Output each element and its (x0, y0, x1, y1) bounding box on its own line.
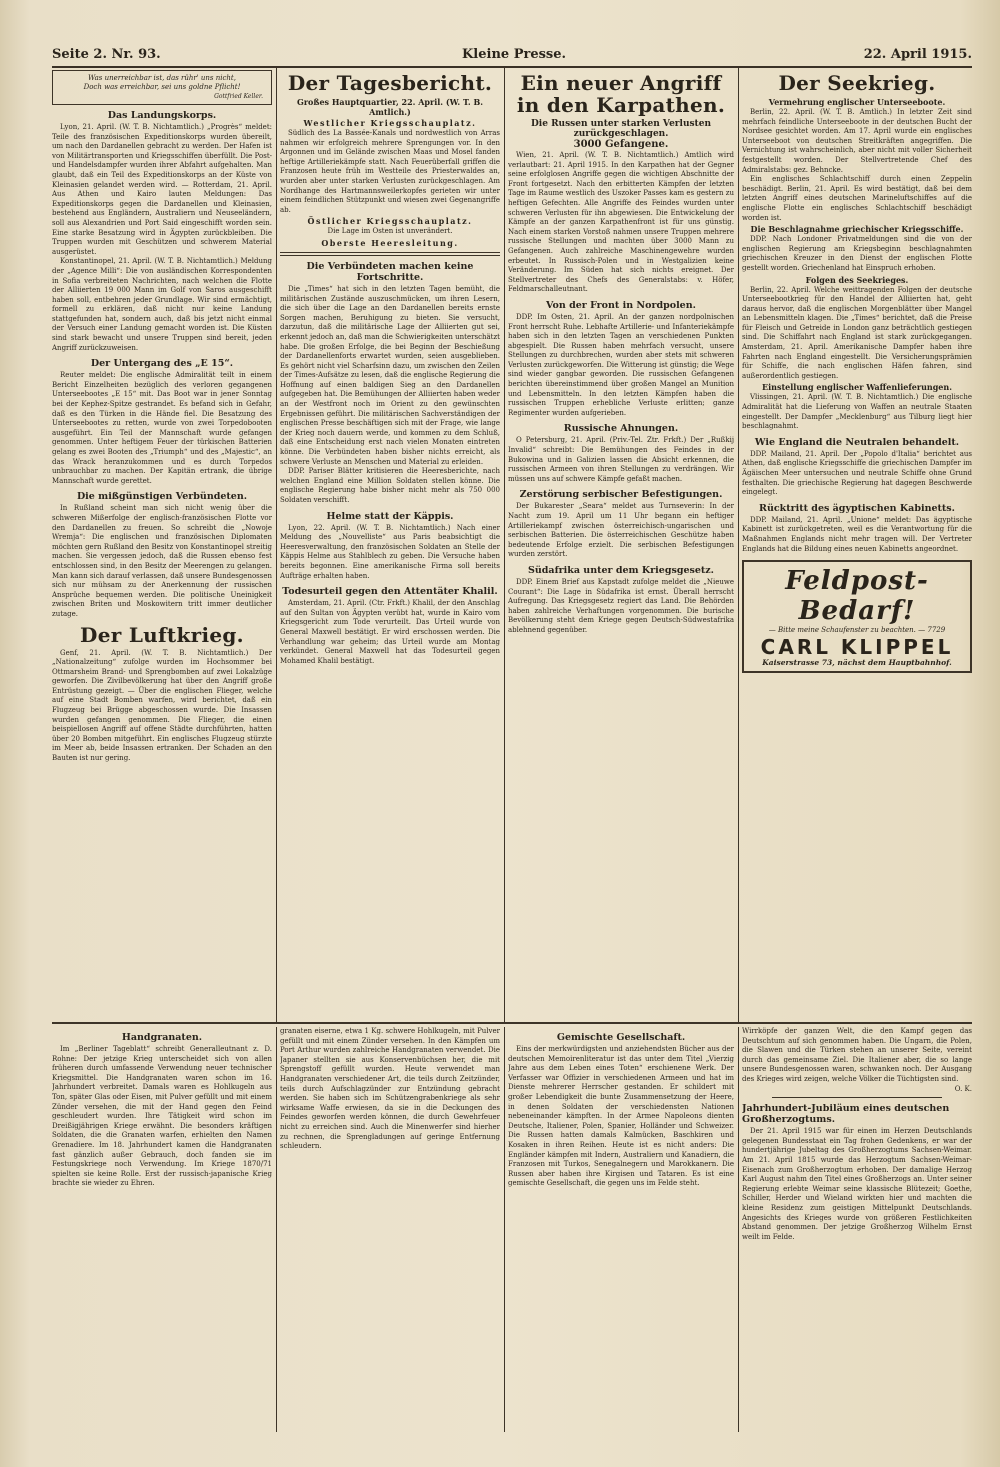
column-4 (742, 68, 972, 1022)
divider (772, 1097, 942, 1098)
subhead-einstellung: Einstellung englischer Waffenlieferungen. (762, 382, 952, 393)
article-signature: O. K. (954, 1084, 972, 1093)
column-rule (738, 1027, 739, 1432)
headline-handgranaten: Handgranaten. (121, 1032, 203, 1043)
article-missguenstige: In Rußland scheint man sich nicht wenig über die schweren Mißerfolge der englisch-französischen Flotte vor den Dardanellen zu freuen. So schreibt die „Nowoje Wremja“: Die englischen und französischen Diplomaten möchten gern Rußland den Besitz von Konstantinopel streitig machen. Sie vergessen jedoch, daß die Russen ebenso fest entschlossen sind, in den Besitz der Meerengen zu gelangen. Man kann sich darauf verlassen, daß unsere Bundesgenossen sich nur mühsam zu der Anerkennung der russischen Ansprüche bequemen werden. Die politische Uneinigkeit zwischen Briten und Moskowitern tritt immer deutlicher zutage. (52, 504, 272, 618)
column-rule (504, 1027, 505, 1432)
subhead-folgen: Folgen des Seekrieges. (805, 274, 909, 285)
headline-karpathen: Ein neuer Angriff in den Karpathen. (516, 71, 726, 117)
article-ddp-paris: DDP. Pariser Blätter kritisieren die Heeresberichte, nach welchen England eine Million Soldaten stellen könne. Die englische Regierung habe bisher nicht mehr als 750 000 Soldaten verschifft. (280, 467, 500, 504)
headline-kabinett: Rücktritt des ägyptischen Kabinetts. (759, 502, 955, 514)
column-1 (52, 68, 272, 1022)
subhead-hauptquartier: Großes Hauptquartier, 22. April. (W. T. B. Amtlich.) (296, 97, 484, 117)
subhead-griechische: Die Beschlagnahme griechischer Kriegsschiffe. (750, 224, 964, 235)
subhead-russen: Die Russen unter starken Verlusten zurückgeschlagen. (530, 119, 711, 139)
bottom-column-4 (742, 1027, 972, 1432)
issue-date: 22. April 1915. (863, 47, 972, 62)
motto-line-1: Was unerreichbar ist, das rühr' uns nicht, (88, 74, 236, 82)
ad-address: Kaiserstrasse 73, nächst dem Hauptbahnhof. (762, 657, 952, 667)
article-seekrieg: Berlin, 22. April. (W. T. B. Amtlich.) In letzter Zeit sind mehrfach feindliche Unterseeboote in der deutschen Bucht der Nordsee gesichtet worden. Am 17. April wurde ein englisches Unterseeboot von deutschen Streitkräften angegriffen. Die Vernichtung ist wahrscheinlich, aber nicht mit voller Sicherheit festgestellt worden. Der Stellvertretende Chef des Admiralstabs: gez. Behncke. (742, 108, 972, 174)
subhead-ohl: Oberste Heeresleitung. (321, 237, 459, 248)
article-luftkrieg: Genf, 21. April. (W. T. B. Nichtamtlich.) Der „Nationalzeitung“ zufolge wurden im Hochsommer bei Ottmarsheim Brand- und Sprengbomben auf zwei Lokalzüge geworfen. Die Zivilbevölkerung hat über den Angriff große Entrüstung gezeigt. — Über die englischen Flieger, welche auf eine Stadt Bomben warfen, wird berichtet, daß ein Flugzeug bei Brügge abgeschossen wurde. Die Insassen wurden gefangen genommen. Die Flieger, die einen beispiellosen Angriff auf offene Städte durchführten, hatten über 20 Bomben mitgeführt. Ein englisches Flugzeug stürzte im Meer ab, beide Insassen ertranken. Der Schaden an den Bauten ist nur gering. (52, 648, 272, 763)
headline-ahnungen: Russische Ahnungen. (563, 423, 679, 435)
article-kabinett: DDP. Mailand, 21. April. „Unione“ meldet: Das ägyptische Kabinett ist zurückgetreten, weil es die Verantwortung für die Maßnahmen Englands nicht mehr tragen will. Der Vertreter Englands hat die Bildung eines neuen Kabinetts angeordnet. (742, 515, 972, 553)
motto-line-2: Doch was erreichbar, sei uns goldne Pflicht! (83, 83, 241, 91)
article-ahnungen: O Petersburg, 21. April. (Priv.-Tel. Ztr. Frkft.) Der „Rußkij Invalid“ schreibt: Die Bemühungen des Feindes in der Bukowina und in Galizien lassen die Absicht erkennen, die russischen Armeen von ihren Stellungen zu verdrängen. Wir müssen uns auf schwere Kämpfe gefaßt machen. (508, 436, 734, 483)
headline-jubilaeum: Jahrhundert-Jubiläum eines deutschen Großherzogtums. (742, 1103, 950, 1126)
headline-zerstoerung: Zerstörung serbischer Befestigungen. (519, 489, 723, 501)
ad-number: 7729 (927, 626, 946, 635)
article-landungskorps: Lyon, 21. April. (W. T. B. Nichtamtlich.) „Progrès“ meldet: Teile des französischen Expeditionskorps wurden übereilt, um nach den Dardanellen gebracht zu werden. Der Hafen ist von Militärtransporten und Kriegsschiffen überfüllt. Die Post- und Handelsdampfer wurden ihrer Abfahrt aufgehalten. Man glaubt, daß ein Teil des Expeditionskorps an der Küste von Kleinasien gelandet werden wird. — Rotterdam, 21. April. Aus Athen und Kairo lauten Meldungen: Das Expeditionskorps gegen die Dardanellen und Kleinasien, bestehend aus Engländern, Australiern und Neuseeländern, soll aus Alexandrien und Port Said eingeschifft worden sein. Eine starke Besatzung wird in Ägypten zurückbleiben. Die Truppen wurden mit Geschützen und schwerem Material ausgerüstet. (52, 123, 272, 256)
column-rule (276, 68, 277, 1022)
double-rule (280, 252, 500, 256)
headline-landungskorps: Das Landungskorps. (107, 110, 217, 121)
article-gemischte: Eins der merkwürdigsten und anziehendsten Bücher aus der deutschen Memoirenliteratur ist das unter dem Titel „Vierzig Jahre aus dem Leben eines Toten“ erschienene Werk. Der Verfasser war Offizier in verschiedenen Armeen und hat im Dienste mehrerer Herrscher gestanden. Er schildert mit großer Lebendigkeit die bunte Zusammensetzung der Heere, in denen Soldaten der verschiedensten Nationen nebeneinander kämpften. In der Armee Napoleons dienten Deutsche, Italiener, Polen, Spanier, Holländer und Schweizer. Die Russen hatten damals Kalmücken, Baschkiren und Kosaken in ihren Reihen. Heute ist es nicht anders: Die Engländer kämpfen mit Indern, Australiern und Kanadiern, die Franzosen mit Turkos, Senegalnegern und Marokkanern. Die Russen aber haben ihre Kirgisen und Tataren. Es ist eine gemischte Gesellschaft, die gegen uns im Felde steht. (508, 1045, 734, 1188)
headline-tagesbericht: Der Tagesbericht. (287, 71, 493, 95)
bottom-column-3 (508, 1027, 734, 1432)
headline-nordpolen: Von der Front in Nordpolen. (546, 299, 696, 311)
article-verbuendete: Die „Times“ hat sich in den letzten Tagen bemüht, die militärischen Zustände auszuschmücken, um ihren Lesern, die sich über die Lage an den Dardanellen bereits ernste Sorgen machen, Beruhigung zu bieten. Sie versucht, darzutun, daß die militärische Lage der Alliierten gut sei, erkennt jedoch an, daß man die Schwierigkeiten unterschätzt habe. Die großen Erfolge, die bei Beginn der Beschießung der Dardanellenforts erwartet wurden, seien ausgeblieben. Es gehört nicht viel Scharfsinn dazu, um zwischen den Zeilen der Times-Aufsätze zu lesen, daß die englische Regierung die Hoffnung auf einen baldigen Sieg an den Dardanellen aufgegeben hat. Die Bemühungen der Alliierten haben weder an der Westfront noch im Orient zu den gewünschten Ergebnissen geführt. Die militärischen Sachverständigen der englischen Presse beschäftigen sich mit der Frage, wie lange der Krieg noch dauern werde, und kommen zu dem Schluß, daß eine Entscheidung erst nach vielen Monaten eintreten könne. Die Verbündeten haben bisher nichts erreicht, als schwere Verluste an Menschen und Material zu erleiden. (280, 284, 500, 466)
article-folgen: Berlin, 22. April. Welche weittragenden Folgen der deutsche Unterseebootkrieg für den Handel der Alliierten hat, geht daraus hervor, daß die englischen Morgenblätter über Mangel an Lebensmitteln klagen. Die „Times“ berichtet, daß die Preise für Fleisch und Getreide in London ganz beträchtlich gestiegen sind. Die Schiffahrt nach England ist stark zurückgegangen. Amsterdam, 21. April. Amerikanische Dampfer haben ihre Fahrten nach England eingestellt. Die Versicherungsprämien für Schiffe, die nach englischen Häfen fahren, sind außerordentlich gestiegen. (742, 285, 972, 380)
bottom-column-2 (280, 1027, 500, 1432)
column-3 (508, 68, 734, 1022)
headline-todesurteil: Todesurteil gegen den Attentäter Khalil. (282, 586, 498, 598)
subhead-ubooten: Vermehrung englischer Unterseeboote. (768, 97, 946, 107)
headline-helme: Helme statt der Käppis. (326, 510, 454, 522)
column-2 (280, 68, 500, 1022)
article-griechische: DDP. Nach Londoner Privatmeldungen sind die von der englischen Regierung am Kriegsbeginn beschlagnahmten griechischen Kreuzer in den Dienst der englischen Flotte gestellt worden. Griechenland hat Einspruch erhoben. (742, 235, 972, 272)
headline-neutrale: Wie England die Neutralen behandelt. (754, 436, 960, 448)
article-neutrale: DDP. Mailand, 21. April. Der „Popolo d'Italia“ berichtet aus Athen, daß englische Kriegsschiffe die griechischen Dampfer im Ägäischen Meer untersuchen und neutrale Schiffe ohne Grund festhalten. Die griechische Regierung hat dagegen Beschwerde eingelegt. (742, 449, 972, 497)
motto-author: Gottfried Keller. (214, 93, 263, 100)
headline-verbuendete: Die Verbündeten machen keine Fortschritte. (306, 260, 474, 283)
article-konstantinopel: Konstantinopel, 21. April. (W. T. B. Nichtamtlich.) Meldung der „Agence Milli“: Die von ausländischen Korrespondenten in Sofia verbreiteten Nachrichten, nach welchen die Flotte der Alliierten 19 000 Mann im Golf von Saros ausgeschifft haben soll, entbehren jeder Grundlage. Wir sind ermächtigt, formell zu erklären, daß nicht nur keine Landung stattgefunden hat, sondern auch, daß bis jetzt nicht einmal der Versuch einer Landung gemacht worden ist. Die Küsten sind stark bewacht und unsere Truppen sind bereit, jeden Angriff zurückzuweisen. (52, 257, 272, 352)
column-rule (504, 68, 505, 1022)
article-jubilaeum: Der 21. April 1915 war für einen im Herzen Deutschlands gelegenen Bundesstaat ein Tag frohen Gedenkens, er war der hundertjährige Jubeltag des Großherzogtums Sachsen-Weimar. Am 21. April 1815 wurde das Herzogtum Sachsen-Weimar-Eisenach zum Großherzogtum erhoben. Der damalige Herzog Karl August nahm den Titel eines Großherzogs an. Unter seiner Regierung erlebte Weimar seine klassische Blütezeit; Goethe, Schiller, Herder und Wieland wirkten hier und machten die kleine Residenz zum geistigen Mittelpunkt Deutschlands. Angesichts des Krieges wurde von größeren Festlichkeiten Abstand genommen. Der jetzige Großherzog Wilhelm Ernst weilt im Felde. (742, 1127, 972, 1241)
ad-subtitle: — Bitte meine Schaufenster zu beachten. — 7729 (768, 626, 946, 635)
subhead-gefangene: 3000 Gefangene. (573, 139, 669, 150)
article-untergang: Reuter meldet: Die englische Admiralität teilt in einem Bericht Einzelheiten bezüglich des verloren gegangenen Unterseebootes „E 15“ mit. Das Boot war in jener Sonntag bei der Kephez-Spitze gestrandet. Es befand sich in Gefahr, daß es den Türken in die Hände fiel. Die Besatzung des Unterseebootes zu retten, wurde von zwei Torpedobooten ausgeführt. Ein Teil der Mannschaft wurde gefangen genommen. Unter heftigem Feuer der türkischen Batterien gelang es zwei Booten des „Triumph“ und des „Majestic“, an das Wrack heranzukommen und es durch Torpedos unbrauchbar zu machen. Der Kapitän ertrank, die übrige Mannschaft wurde gerettet. (52, 371, 272, 485)
motto-box (52, 70, 272, 105)
headline-seekrieg: Der Seekrieg. (778, 71, 936, 95)
article-ost: Die Lage im Osten ist unverändert. (327, 227, 453, 236)
page-header (52, 44, 972, 68)
column-rule (738, 68, 739, 1022)
headline-missguenstige: Die mißgünstigen Verbündeten. (76, 491, 248, 503)
article-todesurteil: Amsterdam, 21. April. (Ctr. Frkft.) Khalil, der den Anschlag auf den Sultan von Ägypten verübt hat, wurde in Kairo vom Kriegsgericht zum Tode verurteilt. Das Urteil wurde von General Maxwell bestätigt. Er wird erschossen werden. Die Verhandlung war geheim; das Urteil wurde am Montag verkündet. General Maxwell hat das Todesurteil gegen Mohamed Khalil bestätigt. (280, 599, 500, 665)
page-number: Seite 2. Nr. 93. (52, 47, 161, 62)
masthead: Kleine Presse. (462, 47, 567, 62)
ad-company-name: CARL KLIPPEL (760, 634, 954, 659)
advertisement-feldpost (742, 560, 972, 673)
article-zeppelin: Ein englisches Schlachtschiff durch einen Zeppelin beschädigt. Berlin, 21. April. Es wird bestätigt, daß bei dem letzten Angriff eines deutschen Marineluftschiffes auf die englische Flotte ein englisches Schlachtschiff beschädigt worden ist. (742, 175, 972, 222)
headline-untergang: Der Untergang des „E 15“. (90, 358, 234, 370)
subhead-ost: Östlicher Kriegsschauplatz. (307, 216, 473, 227)
article-west: Südlich des La Bassée-Kanals und nordwestlich von Arras nahmen wir erfolgreich mehrere Sprengungen vor. In den Argonnen und im Gelände zwischen Maas und Mosel fanden heftige Artilleriekämpfe statt. Nach Feuerüberfall griffen die Franzosen heute früh im Westteile des Priesterwaldes an, wurden aber unter starken Verlusten zurückgeschlagen. Am Nordhange des Hartmannsweilerkopfes gerieten wir unter einem feindlichen Stützpunkt und wiesen zwei Gegenangriffe ab. (280, 129, 500, 214)
article-nordpolen: DDP. Im Osten, 21. April. An der ganzen nordpolnischen Front herrscht Ruhe. Lebhafte Artillerie- und Infanteriekämpfe haben sich in den letzten Tagen an verschiedenen Punkten abgespielt. Die Russen haben mehrfach versucht, unsere Stellungen zu durchbrechen, wurden aber stets mit schweren Verlusten zurückgeworfen. Die Witterung ist günstig; die Wege sind wieder gangbar geworden. Die russischen Gefangenen berichten übereinstimmend über großen Mangel an Munition und Lebensmitteln. In den letzten Kämpfen haben die russischen Truppen erhebliche Verluste erlitten; ganze Regimenter wurden aufgerieben. (508, 312, 734, 417)
article-einstellung: Vlissingen, 21. April. (W. T. B. Nichtamtlich.) Die englische Admiralität hat die Lieferung von Waffen an neutrale Staaten eingestellt. Der Dampfer „Mecklenburg“ aus Tilburg liegt hier beschlagnahmt. (742, 393, 972, 431)
ad-title: Feldpost-Bedarf! (785, 566, 929, 627)
headline-gemischte: Gemischte Gesellschaft. (556, 1032, 686, 1043)
article-gemischte-cont: Wirrköpfe der ganzen Welt, die den Kampf gegen das Deutschtum auf sich genommen haben. Die Ungarn, die Polen, die Slawen und die Türken stehen an unserer Seite, vereint durch das gemeinsame Ziel. Die Italiener aber, die so lange unsere Bundesgenossen waren, schwanken noch. Der Ausgang des Krieges wird zeigen, welche Völker die Tüchtigsten sind. (742, 1027, 972, 1083)
headline-luftkrieg: Der Luftkrieg. (80, 622, 244, 647)
article-helme: Lyon, 22. April. (W. T. B. Nichtamtlich.) Nach einer Meldung des „Nouvelliste“ aus Paris beabsichtigt die Heeresverwaltung, den französischen Soldaten an Stelle der Käppis Helme aus Stahlblech zu geben. Die Versuche haben bereits begonnen. Eine amerikanische Firma soll bereits Aufträge erhalten haben. (280, 523, 500, 580)
article-zerstoerung: Der Bukarester „Seara“ meldet aus Turnseverin: In der Nacht zum 19. April um 11 Uhr begann ein heftiger Artilleriekampf zwischen österreichisch-ungarischen und serbischen Batterien. Die österreichischen Geschütze haben bedeutende Erfolge erzielt. Die serbischen Befestigungen wurden zerstört. (508, 502, 734, 559)
article-handgranaten-cont: granaten eiserne, etwa 1 Kg. schwere Hohlkugeln, mit Pulver gefüllt und mit einem Zünder versehen. In den Kämpfen um Port Arthur wurden zahlreiche Handgranaten verwendet. Die Japaner stellten sie aus Konservenbüchsen her, die mit Sprengstoff gefüllt wurden. Heute verwendet man Handgranaten verschiedener Art, die teils durch Zeitzünder, teils durch Aufschlagzünder zur Entzündung gebracht werden. Sie haben sich im Schützengrabenkriege als sehr wirksame Waffe erwiesen, da sie in die Deckungen des Feindes geworfen werden können, die durch Gewehrfeuer nicht zu erreichen sind. Auch die Minenwerfer sind hierher zu rechnen, die Sprengladungen auf geringe Entfernung schleudern. (280, 1027, 500, 1151)
column-rule (276, 1027, 277, 1432)
subhead-west: Westlicher Kriegsschauplatz. (303, 118, 477, 128)
headline-suedafrika: Südafrika unter dem Kriegsgesetz. (528, 564, 714, 576)
article-handgranaten: Im „Berliner Tageblatt“ schreibt Generalleutnant z. D. Rohne: Der jetzige Krieg unterscheidet sich von allen früheren durch umfassende Verwendung neuer technischer Kriegsmittel. Die Handgranaten waren schon im 16. Jahrhundert verbreitet. Damals waren es Hohlkugeln aus Ton, später Glas oder Eisen, mit Pulver gefüllt und mit einem Zünder versehen, die mit der Hand gegen den Feind geschleudert wurden. Ihre Tätigkeit wird schon im Dreißigjährigen Kriege erwähnt. Die besonders kräftigen Soldaten, die die Granaten warfen, erhielten den Namen Grenadiere. Im 18. Jahrhundert kamen die Handgranaten fast gänzlich außer Gebrauch, doch fanden sie im Festungskriege noch Verwendung. Im Kriege 1870/71 spielten sie keine Rolle. Erst der russisch-japanische Krieg brachte sie wieder zu Ehren. (52, 1045, 272, 1188)
article-karpathen: Wien, 21. April. (W. T. B. Nichtamtlich.) Amtlich wird verlautbart: 21. April 1915. In den Karpathen hat der Gegner seine erfolglosen Angriffe gegen die wichtigen Abschnitte der Front fortgesetzt. Nach den erbitterten Kämpfen der letzten Tage im Raume westlich des Uszoker Passes kam es gestern zu heftigen Gefechten. Alle Angriffe des Feindes wurden unter schweren Verlusten für ihn abgewiesen. Die Entwickelung der Kämpfe an der ganzen Karpathenfront ist für uns günstig. Nach einem starken Vorstoß nahmen unsere Truppen mehrere russische Stellungen und machten über 3000 Mann zu Gefangenen. Auch zahlreiche Maschinengewehre wurden erbeutet. In Russisch-Polen und in Westgalizien keine Veränderung. Im Süden hat sich nichts ereignet. Der Stellvertreter des Chefs des Generalstabs: v. Höfer, Feldmarschalleutnant. (508, 151, 734, 294)
section-rule (52, 1022, 972, 1024)
bottom-column-1 (52, 1027, 272, 1432)
article-suedafrika: DDP. Einem Brief aus Kapstadt zufolge meldet die „Nieuwe Courant“: Die Lage in Südafrika ist ernst. Überall herrscht Aufregung. Das Kriegsgesetz regiert das Land. Die Behörden haben zahlreiche Verhaftungen vorgenommen. Die burische Bevölkerung steht dem Kriege gegen Deutsch-Südwestafrika ablehnend gegenüber. (508, 577, 734, 634)
